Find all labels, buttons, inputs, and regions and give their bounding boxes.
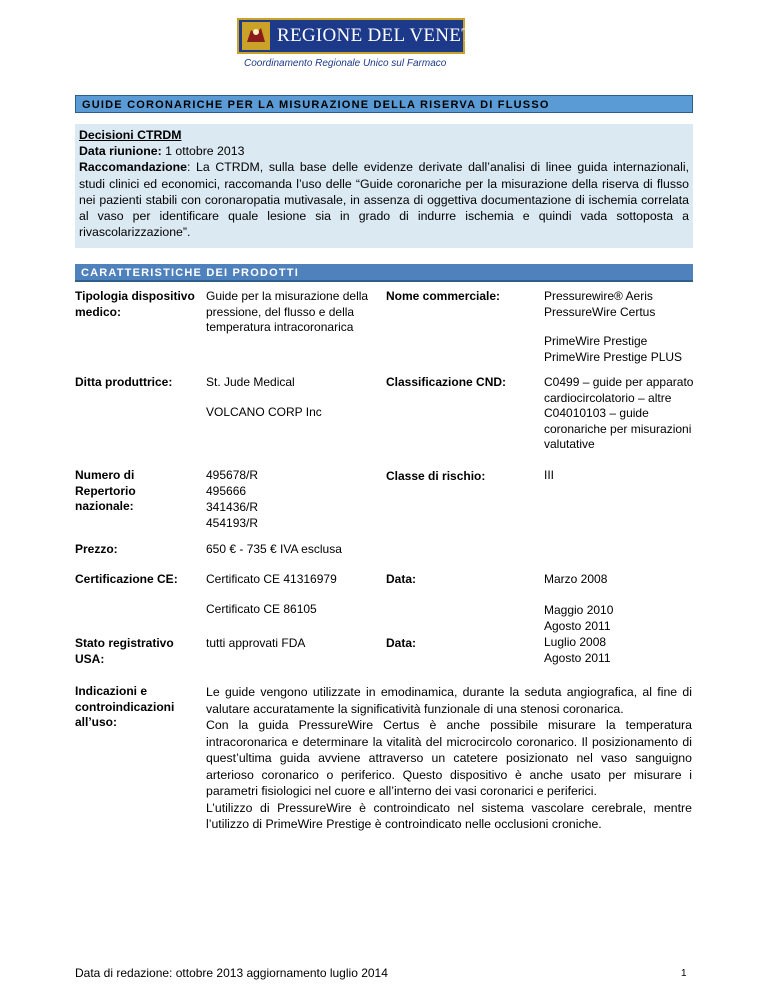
device-type-value: Guide per la misurazione della pressione, del flusso e della temperatura intracoronarica [206,289,369,335]
manufacturer-1: VOLCANO CORP Inc [206,405,322,419]
trade-name-0: Pressurewire® Aeris [544,289,653,303]
usa-date-0: Luglio 2008 [544,635,607,649]
usage-paragraph: Le guide vengono utilizzate in emodinamica, durante la seduta angiografica, al fine di valutare accuratamente la significatività funzionale di una stenosi coronarica. [206,685,692,716]
usage-text [206,684,692,833]
recommendation [79,159,689,240]
registry-number-0: 495678/R [206,468,259,482]
ce-date-1: Maggio 2010 [544,603,614,617]
device-type-label: Tipologia dispositivo medico: [75,289,195,319]
registry-number-3: 454193/R [206,516,259,530]
meeting-date: 1 ottobre 2013 [165,144,245,159]
usage-paragraph: Con la guida PressureWire Certus è anche possibile misurare la temperatura intracoronarica e determinare la vitalità del microcircolo coronarico. Il posizionamento di quest’ultima guida avviene attraverso un catetere posizionato nel vaso sanguigno arterioso coronarico o periferico. Questo dispositivo è anche usato per misurare i parametri fisiologici nel cuore e all’interno dei vasi coronarici e periferici. [206,718,692,798]
meeting-label: Data riunione: [79,144,162,159]
meeting-line [79,143,689,159]
recommendation-text: : La CTRDM, sulla base delle evidenze derivate dall’analisi di linee guida internazionali, studi clinici ed economici, raccomanda l’uso delle “Guide coronariche per la misurazione della riserva di flusso nei pazienti stabili con coronaropatia mutivasale, in assenza di oggettiva documentazione di ischemia correlata al vaso per identificare quale lesione sia in grado di indurre ischemia e quindi vada sottoposta a rivascolarizzazione”. [79,160,689,240]
header-subtitle: Coordinamento Regionale Unico sul Farmaco [244,58,447,69]
ce-label: Certificazione CE: [75,572,178,586]
trade-name-3: PrimeWire Prestige PLUS [544,350,683,364]
usage-label: Indicazioni e controindicazioni all’uso: [75,684,175,730]
lion-emblem-icon [242,22,270,50]
price-value: 650 € - 735 € IVA esclusa [206,542,342,556]
trade-name-1: PressureWire Certus [544,305,656,319]
ce-date-2: Agosto 2011 [544,619,611,633]
ce-date-label: Data: [386,572,417,586]
page-number: 1 [681,968,687,979]
price-label: Prezzo: [75,542,118,556]
logo-text: REGIONE DEL VENETO [277,25,487,46]
usa-status-label: Stato registrativo USA: [75,636,174,666]
cnd-label: Classificazione CND: [386,375,507,389]
usa-date-1: Agosto 2011 [544,651,611,665]
ce-certificate-0: Certificato CE 41316979 [206,572,337,586]
usa-date-label: Data: [386,636,417,650]
decision-heading: Decisioni CTRDM [79,128,182,142]
cnd-value: C0499 – guide per apparato cardiocircolatorio – altre C04010103 – guide coronariche per misurazioni valutative [544,375,694,452]
features-heading: CARATTERISTICHE DEI PRODOTTI [75,264,693,282]
registry-label: Numero di Repertorio nazionale: [75,468,136,514]
footer-text: Data di redazione: ottobre 2013 aggiornamento luglio 2014 [75,966,388,980]
manufacturer-label: Ditta produttrice: [75,375,173,389]
registry-number-2: 341436/R [206,500,259,514]
trade-name-label: Nome commerciale: [386,289,501,303]
risk-class-value: III [544,468,555,482]
document-title: GUIDE CORONARICHE PER LA MISURAZIONE DELLA RISERVA DI FLUSSO [75,95,693,113]
usage-paragraph: L’utilizzo di PressureWire è controindicato nel sistema vascolare cerebrale, mentre l’utilizzo di PrimeWire Prestige è controindicato nelle occlusioni croniche. [206,800,692,831]
ce-certificate-1: Certificato CE 86105 [206,602,317,616]
ce-date-0: Marzo 2008 [544,572,608,586]
decision-box [75,124,693,248]
region-logo [237,18,487,54]
registry-number-1: 495666 [206,484,247,498]
recommendation-label: Raccomandazione [79,160,187,175]
manufacturer-0: St. Jude Medical [206,375,295,389]
trade-name-2: PrimeWire Prestige [544,334,648,348]
usa-status-value: tutti approvati FDA [206,636,306,650]
risk-class-label: Classe di rischio: [386,469,486,483]
